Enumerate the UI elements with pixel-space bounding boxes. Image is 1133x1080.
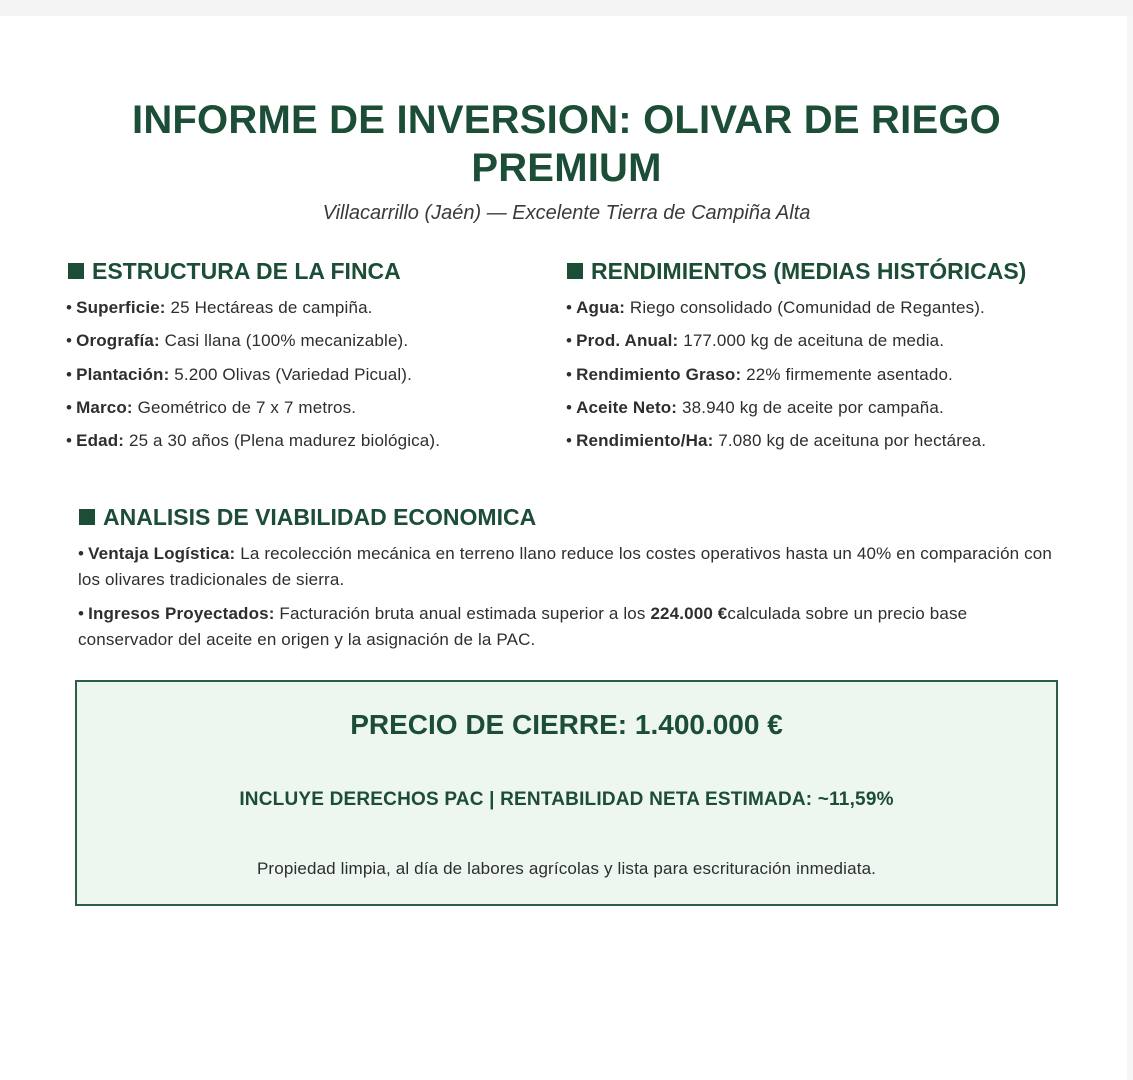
list-item [566, 298, 986, 331]
ventaja-text: La recolección mecánica en terreno llano reduce los costes operativos hasta un 40% en comparación con los olivares tradicionales de sierra. [78, 544, 1053, 589]
price-box [75, 680, 1058, 906]
square-bullet-icon [79, 509, 95, 525]
price-subtitle: INCLUYE DERECHOS PAC | RENTABILIDAD NETA ESTIMADA: ~11,59% [239, 789, 894, 810]
report-title: INFORME DE INVERSION: OLIVAR DE RIEGO PREMIUM [132, 98, 1001, 190]
list-item [66, 365, 440, 398]
square-bullet-icon [567, 263, 583, 279]
bullet-icon: • [66, 331, 73, 351]
ingresos-label: Ingresos Proyectados: [88, 604, 275, 623]
price-title: PRECIO DE CIERRE: 1.400.000 € [350, 709, 783, 740]
item-value: Casi llana (100% mecanizable). [164, 331, 409, 351]
bullet-icon: • [66, 364, 73, 384]
list-item [66, 298, 440, 331]
item-label: Orografía: [76, 331, 160, 351]
price-note: Propiedad limpia, al día de labores agrícolas y lista para escrituración inmediata. [256, 859, 877, 878]
analisis-ventaja-paragraph [78, 541, 1058, 593]
item-label: Aceite Neto: [576, 397, 678, 417]
bullet-icon: • [566, 397, 573, 417]
section-heading-rendimientos-label: RENDIMIENTOS (MEDIAS HISTÓRICAS) [591, 258, 1027, 284]
item-label: Rendimiento Graso: [576, 364, 742, 384]
item-value: 177.000 kg de aceituna de media. [683, 331, 945, 351]
viewer-scroll-edge [1127, 16, 1133, 1080]
item-label: Marco: [76, 397, 133, 417]
square-bullet-icon [68, 263, 84, 279]
list-item [566, 431, 986, 464]
list-item [566, 398, 986, 431]
item-value: 22% firmemente asentado. [746, 364, 953, 384]
report-subtitle: Villacarrillo (Jaén) — Excelente Tierra de Campiña Alta [322, 202, 811, 224]
item-value: 25 Hectáreas de campiña. [170, 298, 373, 317]
bullet-icon: • [66, 397, 73, 417]
item-label: Prod. Anual: [576, 331, 679, 351]
list-item [66, 431, 440, 464]
list-item [66, 331, 440, 364]
item-value: 25 a 30 años (Plena madurez biológica). [128, 431, 441, 451]
item-value: Riego consolidado (Comunidad de Regantes). [629, 298, 985, 317]
bullet-icon: • [566, 364, 573, 384]
estructura-list [66, 298, 440, 464]
ingresos-text-after: calculada sobre un precio base conservador del aceite en origen y la asignación de la PAC. [78, 604, 968, 649]
bullet-icon: • [566, 331, 573, 351]
item-value: Geométrico de 7 x 7 metros. [137, 397, 357, 417]
item-value: 7.080 kg de aceituna por hectárea. [718, 431, 987, 451]
section-heading-analisis [79, 503, 536, 531]
item-label: Plantación: [76, 364, 170, 384]
section-heading-estructura [68, 257, 401, 285]
item-label: Superficie: [76, 298, 166, 317]
ingresos-text-before: Facturación bruta anual estimada superior a los [279, 604, 646, 623]
ingresos-amount: 224.000 € [650, 604, 728, 623]
section-heading-estructura-label: ESTRUCTURA DE LA FINCA [92, 258, 401, 284]
bullet-icon: • [566, 298, 573, 317]
list-item [566, 331, 986, 364]
item-label: Rendimiento/Ha: [576, 431, 714, 451]
list-item [66, 398, 440, 431]
bullet-icon: • [66, 431, 73, 451]
item-label: Edad: [76, 431, 125, 451]
item-label: Agua: [576, 298, 626, 317]
bullet-icon: • [566, 431, 573, 451]
list-item [566, 365, 986, 398]
bullet-icon: • [78, 604, 85, 623]
rendimientos-list [566, 298, 986, 464]
viewer-top-bar [0, 0, 1133, 16]
section-heading-rendimientos [567, 257, 1026, 285]
item-value: 38.940 kg de aceite por campaña. [681, 397, 944, 417]
item-value: 5.200 Olivas (Variedad Picual). [174, 364, 412, 384]
section-heading-analisis-label: ANALISIS DE VIABILIDAD ECONOMICA [103, 504, 537, 530]
bullet-icon: • [66, 298, 73, 317]
ventaja-label: Ventaja Logística: [88, 544, 236, 563]
bullet-icon: • [78, 544, 85, 563]
analisis-ingresos-paragraph [78, 601, 1058, 653]
